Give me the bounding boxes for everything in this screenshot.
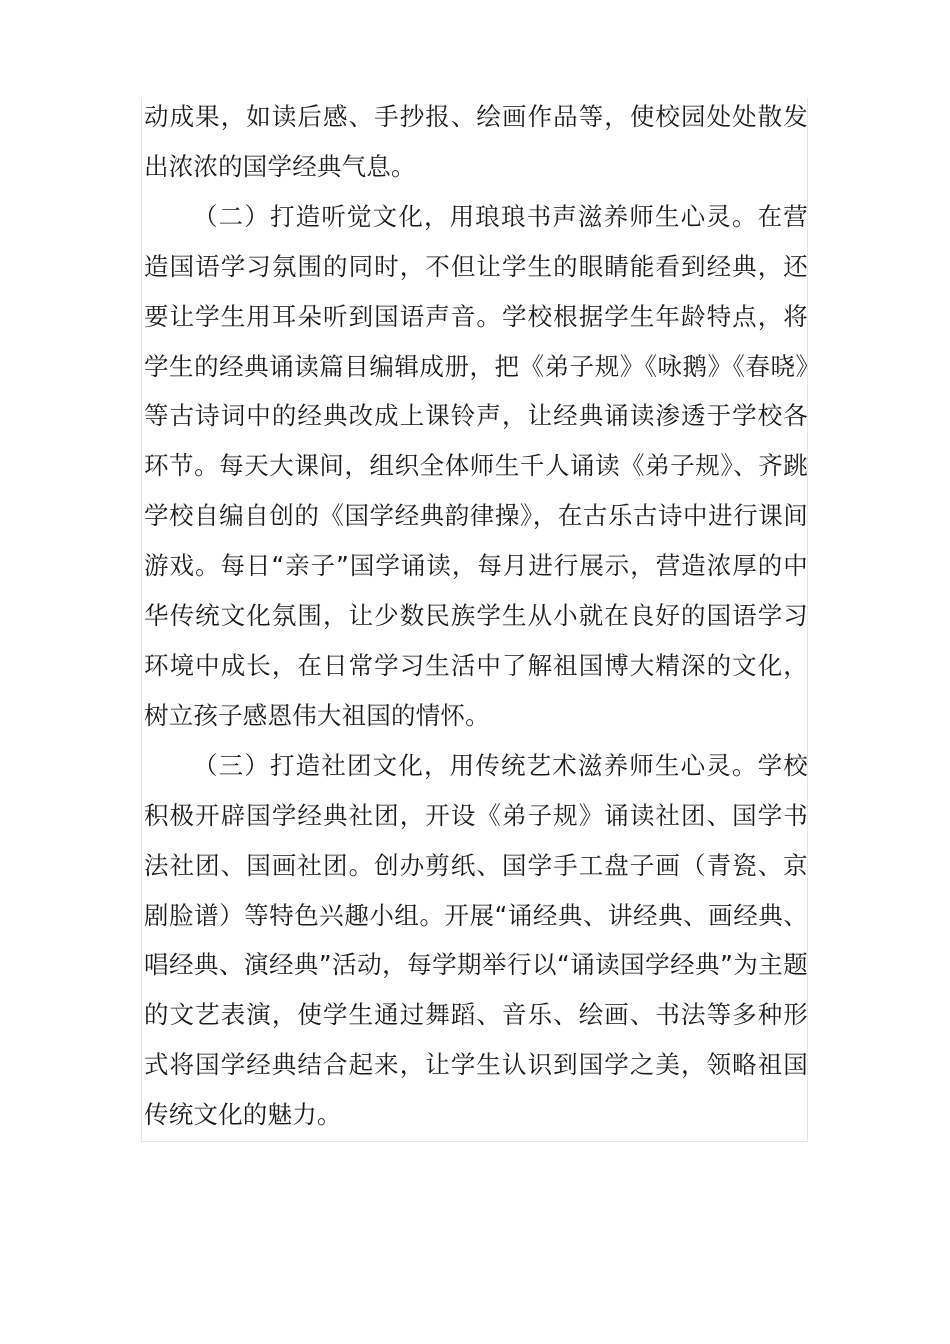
paragraph-continuation: 动成果，如读后感、手抄报、绘画作品等，使校园处处散发出浓浓的国学经典气息。 bbox=[144, 102, 808, 181]
paragraph-club-culture: （三）打造社团文化，用传统艺术滋养师生心灵。学校积极开辟国学经典社团，开设《弟子规》诵读社团、国学书法社团、国画社团。创办剪纸、国学手工盘子画（青瓷、京剧脸谱）等特色兴趣小组。开展“诵经典、讲经典、画经典、唱经典、演经典”活动，每学期举行以“诵读国学经典”为主题的文艺表演，使学生通过舞蹈、音乐、绘画、书法等多种形式将国学经典结合起来，让学生认识到国学之美，领略祖国传统文化的魅力。 bbox=[144, 750, 808, 1130]
document-body bbox=[144, 92, 808, 1140]
paragraph-auditory-culture: （二）打造听觉文化，用琅琅书声滋养师生心灵。在营造国语学习氛围的同时，不但让学生的眼睛能看到经典，还要让学生用耳朵听到国语声音。学校根据学生年龄特点，将学生的经典诵读篇目编辑成册，把《弟子规》《咏鹅》《春晓》等古诗词中的经典改成上课铃声，让经典诵读渗透于学校各环节。每天大课间，组织全体师生千人诵读《弟子规》、齐跳学校自编自创的《国学经典韵律操》，在古乐古诗中进行课间游戏。每日“亲子”国学诵读，每月进行展示，营造浓厚的中华传统文化氛围，让少数民族学生从小就在良好的国语学习环境中成长，在日常学习生活中了解祖国博大精深的文化，树立孩子感恩伟大祖国的情怀。 bbox=[144, 201, 808, 730]
